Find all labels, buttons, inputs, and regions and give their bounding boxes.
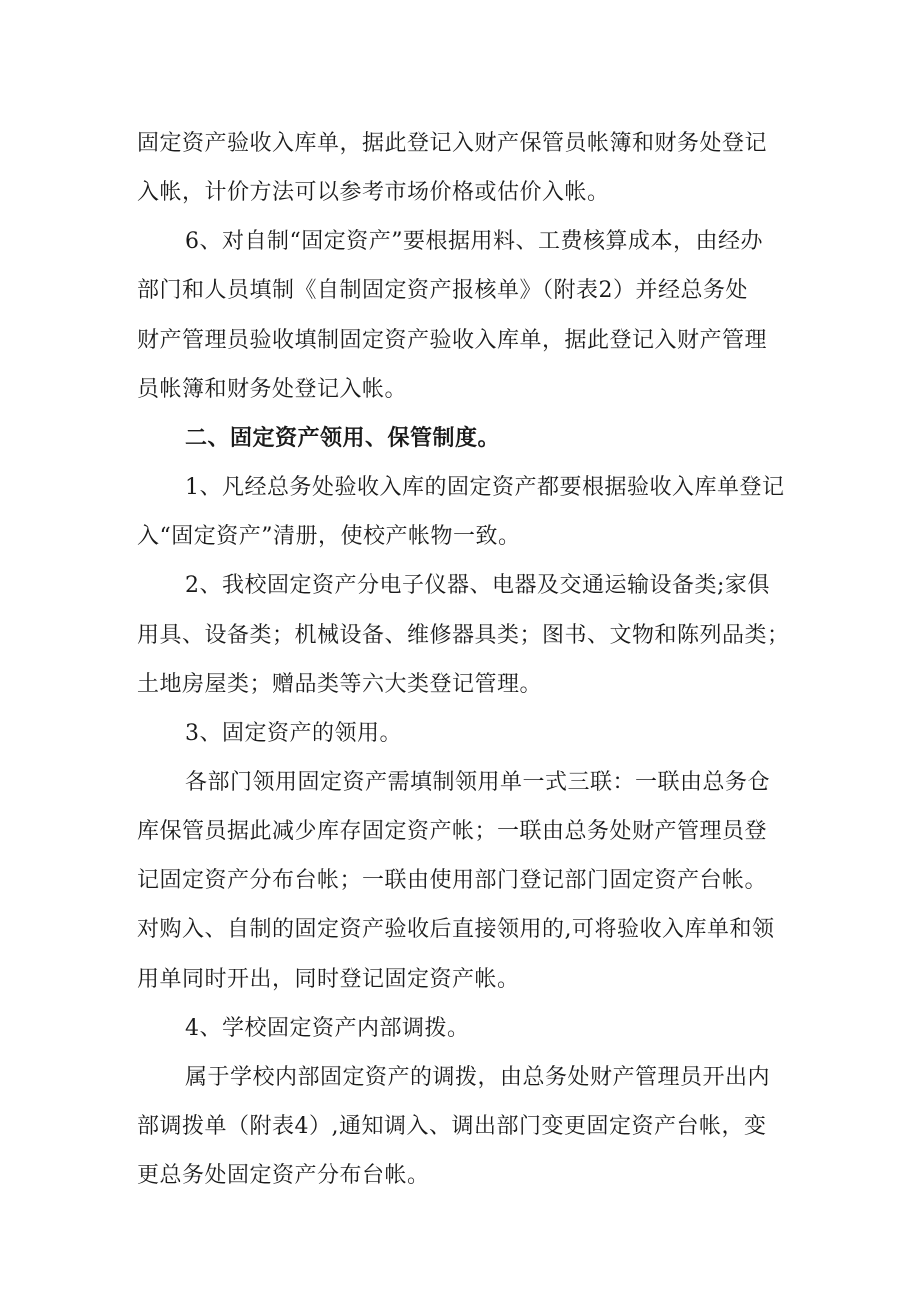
paragraph-line: 6、对自制“固定资产”要根据用料、工费核算成本，由经办 — [185, 229, 763, 254]
paragraph-line: 记固定资产分布台帐；一联由使用部门登记部门固定资产台帐。 — [137, 868, 768, 893]
paragraph-line: 财产管理员验收填制固定资产验收入库单，据此登记入财产管理 — [137, 328, 768, 353]
paragraph-line: 更总务处固定资产分布台帐。 — [137, 1163, 430, 1188]
paragraph-line: 库保管员据此减少库存固定资产帐；一联由总务处财产管理员登 — [137, 819, 768, 844]
paragraph-line: 用单同时开出，同时登记固定资产帐。 — [137, 967, 520, 992]
paragraph-line: 部调拨单（附表4）,通知调入、调出部门变更固定资产台帐，变 — [137, 1114, 767, 1139]
paragraph-line: 固定资产验收入库单，据此登记入财产保管员帐簿和财务处登记 — [137, 131, 768, 156]
paragraph-line: 属于学校内部固定资产的调拨，由总务处财产管理员开出内 — [185, 1065, 771, 1090]
paragraph-line: 1、凡经总务处验收入库的固定资产都要根据验收入库单登记 — [185, 475, 785, 500]
paragraph-line: 2、我校固定资产分电子仪器、电器及交通运输设备类;家俱 — [185, 573, 770, 598]
paragraph-line: 入帐，计价方法可以参考市场价格或估价入帐。 — [137, 180, 610, 205]
section-heading: 二、固定资产领用、保管制度。 — [185, 426, 501, 451]
paragraph-line: 入“固定资产”清册，使校产帐物一致。 — [137, 524, 521, 549]
paragraph-line: 各部门领用固定资产需填制领用单一式三联：一联由总务仓 — [185, 770, 771, 795]
subsection-title: 3、固定资产的领用。 — [185, 721, 402, 746]
paragraph-line: 土地房屋类；赠品类等六大类登记管理。 — [137, 672, 543, 697]
paragraph-line: 对购入、自制的固定资产验收后直接领用的,可将验收入库单和领 — [137, 917, 775, 942]
subsection-title: 4、学校固定资产内部调拨。 — [185, 1016, 470, 1041]
paragraph-line: 员帐簿和财务处登记入帐。 — [137, 377, 408, 402]
paragraph-line: 部门和人员填制《自制固定资产报核单》（附表2）并经总务处 — [137, 278, 748, 303]
paragraph-line: 用具、设备类；机械设备、维修器具类；图书、文物和陈列品类； — [137, 623, 790, 648]
